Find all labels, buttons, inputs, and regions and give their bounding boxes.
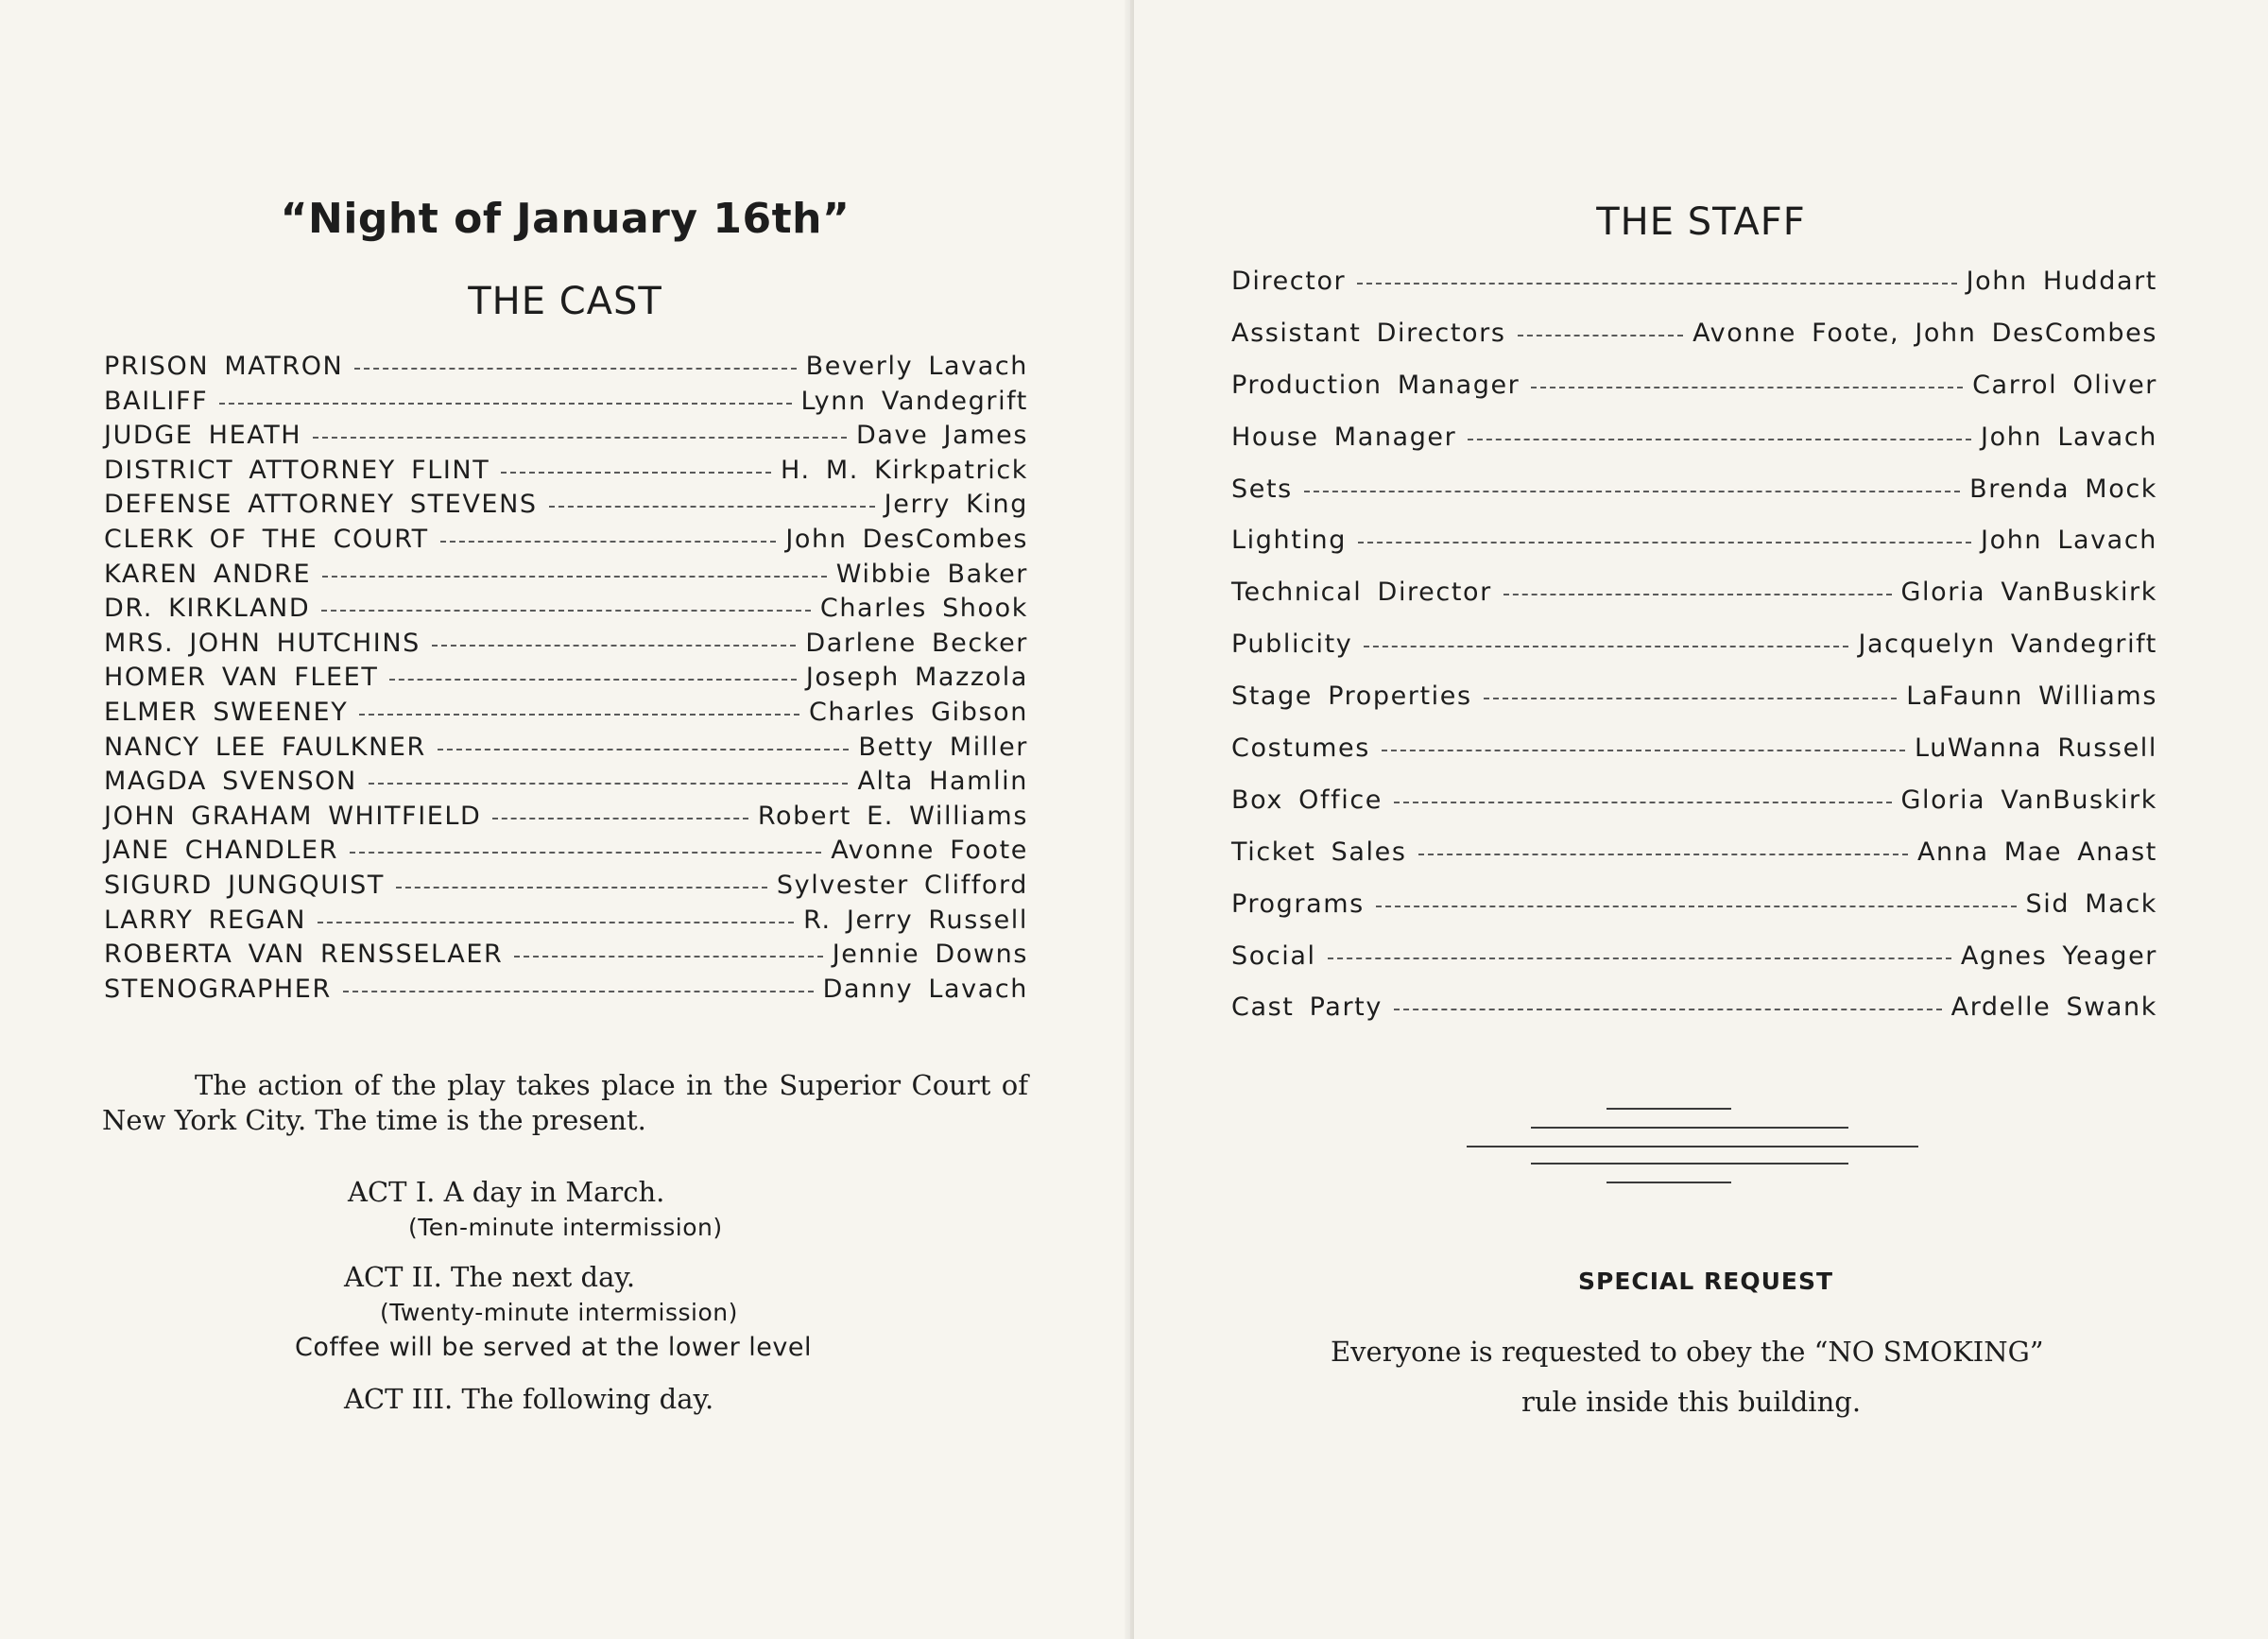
cast-role: ROBERTA VAN RENSSELAER (104, 940, 504, 970)
cast-role: MAGDA SVENSON (104, 767, 357, 797)
special-request-line-2: rule inside this building. (1521, 1386, 1862, 1418)
dotted-leader (1484, 698, 1898, 699)
dotted-leader (1503, 594, 1892, 595)
cast-actor: R. Jerry Russell (803, 905, 1028, 935)
cast-row (104, 352, 1028, 387)
cast-row (104, 387, 1028, 422)
staff-name: Gloria VanBuskirk (1900, 785, 2157, 815)
staff-role: Director (1231, 267, 1347, 296)
cast-actor: Charles Gibson (808, 697, 1028, 727)
cast-role: BAILIFF (104, 386, 209, 416)
dotted-leader (1468, 439, 1971, 440)
dotted-leader (501, 472, 771, 474)
cast-row (104, 940, 1028, 975)
act-3: ACT III. The following day. (344, 1383, 714, 1415)
staff-name: Avonne Foote, John DesCombes (1692, 318, 2157, 348)
dotted-leader (492, 818, 747, 820)
play-title: “Night of January 16th” (280, 195, 850, 243)
cast-row (104, 629, 1028, 664)
cast-row (104, 698, 1028, 733)
cast-row (104, 975, 1028, 1009)
cast-row (104, 456, 1028, 491)
staff-row (1231, 837, 2157, 889)
staff-name: Agnes Yeager (1960, 940, 2157, 971)
staff-row (1231, 578, 2157, 630)
decorative-rule (1606, 1182, 1731, 1183)
cast-role: ELMER SWEENEY (104, 697, 349, 727)
staff-role: Ticket Sales (1231, 837, 1407, 867)
dotted-leader (440, 541, 777, 543)
dotted-leader (321, 610, 811, 612)
staff-name: LuWanna Russell (1915, 733, 2157, 764)
decorative-rule (1467, 1146, 1918, 1147)
staff-row (1231, 319, 2157, 371)
dotted-leader (1518, 335, 1684, 336)
cast-role: NANCY LEE FAULKNER (104, 732, 426, 762)
coffee-note: Coffee will be served at the lower level (295, 1333, 812, 1362)
cast-row (104, 767, 1028, 802)
cast-actor: Wibbie Baker (835, 559, 1028, 589)
staff-name: Ardelle Swank (1950, 992, 2157, 1023)
staff-row (1231, 681, 2157, 733)
cast-role: HOMER VAN FLEET (104, 663, 379, 693)
dotted-leader (1304, 491, 1960, 492)
dotted-leader (343, 991, 814, 992)
setting-description (102, 1068, 1028, 1138)
staff-row (1231, 630, 2157, 681)
staff-role: Social (1231, 940, 1316, 971)
staff-name: LaFaunn Williams (1906, 681, 2157, 712)
staff-row (1231, 889, 2157, 941)
cast-actor: Dave James (856, 421, 1028, 451)
cast-role: SIGURD JUNGQUIST (104, 870, 385, 900)
dotted-leader (350, 852, 821, 854)
staff-name: John Huddart (1966, 267, 2157, 296)
staff-name: Gloria VanBuskirk (1900, 578, 2157, 608)
staff-row (1231, 785, 2157, 837)
dotted-leader (438, 749, 849, 750)
cast-role: DISTRICT ATTORNEY FLINT (104, 455, 490, 485)
act-1: ACT I. A day in March. (348, 1176, 665, 1208)
cast-row (104, 871, 1028, 906)
cast-row (104, 802, 1028, 837)
cast-row (104, 906, 1028, 940)
dotted-leader (514, 956, 822, 958)
dotted-leader (322, 576, 827, 578)
cast-role: DEFENSE ATTORNEY STEVENS (104, 490, 538, 520)
act-2-intermission: (Twenty-minute intermission) (380, 1299, 738, 1326)
dotted-leader (313, 437, 847, 439)
staff-role: Production Manager (1231, 370, 1521, 400)
cast-row (104, 594, 1028, 629)
cast-role: DR. KIRKLAND (104, 594, 311, 624)
cast-actor: Lynn Vandegrift (800, 386, 1028, 416)
dotted-leader (389, 679, 796, 681)
staff-role: Box Office (1231, 785, 1383, 815)
staff-name: John Lavach (1981, 526, 2157, 556)
dotted-leader (354, 368, 796, 370)
cast-actor: H. M. Kirkpatrick (781, 455, 1028, 485)
cast-actor: Beverly Lavach (805, 352, 1028, 381)
staff-role: Technical Director (1231, 578, 1492, 608)
dotted-leader (1358, 542, 1971, 543)
dotted-leader (396, 887, 767, 889)
act-2: ACT II. The next day. (344, 1261, 636, 1293)
dotted-leader (219, 403, 791, 405)
staff-name: Jacquelyn Vandegrift (1858, 630, 2157, 660)
staff-row (1231, 733, 2157, 785)
cast-row (104, 421, 1028, 456)
dotted-leader (432, 645, 796, 647)
cast-actor: John DesCombes (785, 524, 1028, 554)
cast-role: JOHN GRAHAM WHITFIELD (104, 801, 482, 831)
staff-role: Sets (1231, 474, 1293, 504)
decorative-rule (1531, 1127, 1848, 1129)
dotted-leader (1394, 802, 1892, 803)
staff-role: Stage Properties (1231, 681, 1472, 712)
cast-actor: Darlene Becker (805, 628, 1028, 658)
cast-role: KAREN ANDRE (104, 559, 312, 589)
staff-row (1231, 371, 2157, 423)
staff-name: Anna Mae Anast (1916, 837, 2157, 867)
act-1-intermission: (Ten-minute intermission) (408, 1214, 723, 1241)
cast-role: STENOGRAPHER (104, 974, 332, 1004)
cast-role: PRISON MATRON (104, 352, 344, 381)
staff-name: Sid Mack (2025, 889, 2157, 919)
staff-role: House Manager (1231, 422, 1457, 452)
cast-actor: Robert E. Williams (757, 801, 1028, 831)
cast-role: CLERK OF THE COURT (104, 524, 429, 554)
dotted-leader (359, 714, 799, 716)
special-request-title: SPECIAL REQUEST (1578, 1268, 1834, 1295)
staff-list (1231, 267, 2157, 1044)
staff-row (1231, 267, 2157, 319)
special-request-line-1: Everyone is requested to obey the “NO SMOKING” (1331, 1336, 2044, 1368)
cast-row (104, 560, 1028, 595)
cast-actor: Betty Miller (858, 732, 1028, 762)
staff-role: Lighting (1231, 526, 1347, 556)
staff-name: John Lavach (1981, 422, 2157, 452)
dotted-leader (1357, 283, 1956, 285)
staff-role: Publicity (1231, 630, 1353, 660)
cast-role: MRS. JOHN HUTCHINS (104, 628, 421, 658)
staff-role: Assistant Directors (1231, 318, 1506, 348)
staff-heading: THE STAFF (1596, 200, 1806, 244)
staff-row (1231, 992, 2157, 1044)
cast-row (104, 733, 1028, 768)
staff-row (1231, 423, 2157, 474)
staff-row (1231, 941, 2157, 993)
staff-role: Cast Party (1231, 992, 1383, 1023)
cast-actor: Jennie Downs (832, 940, 1028, 970)
dotted-leader (1328, 958, 1951, 959)
cast-role: JUDGE HEATH (104, 421, 302, 451)
dotted-leader (1531, 387, 1963, 388)
setting-text: The action of the play takes place in the Superior Court of New York City. The time is the present. (102, 1069, 1028, 1136)
cast-actor: Jerry King (884, 490, 1028, 520)
dotted-leader (1394, 1009, 1942, 1010)
dotted-leader (1418, 854, 1908, 855)
dotted-leader (1364, 646, 1848, 647)
staff-role: Costumes (1231, 733, 1370, 764)
dotted-leader (369, 783, 849, 785)
left-page (0, 0, 1130, 1639)
staff-name: Carrol Oliver (1972, 370, 2157, 400)
cast-row (104, 663, 1028, 698)
cast-role: JANE CHANDLER (104, 836, 339, 866)
cast-actor: Danny Lavach (822, 974, 1028, 1004)
dotted-leader (549, 506, 875, 508)
cast-actor: Avonne Foote (831, 836, 1028, 866)
staff-row (1231, 526, 2157, 578)
cast-heading: THE CAST (468, 280, 662, 323)
cast-actor: Joseph Mazzola (805, 663, 1028, 693)
staff-role: Programs (1231, 889, 1365, 919)
cast-list (104, 352, 1028, 1009)
cast-row (104, 490, 1028, 525)
dotted-leader (1376, 906, 2017, 907)
dotted-leader (1382, 750, 1905, 751)
cast-actor: Sylvester Clifford (776, 870, 1028, 900)
staff-row (1231, 474, 2157, 526)
decorative-rule (1606, 1108, 1731, 1110)
dotted-leader (318, 922, 794, 923)
staff-name: Brenda Mock (1969, 474, 2157, 504)
cast-row (104, 836, 1028, 871)
decorative-rule (1531, 1163, 1848, 1165)
cast-role: LARRY REGAN (104, 905, 307, 935)
cast-actor: Alta Hamlin (857, 767, 1028, 797)
cast-row (104, 525, 1028, 560)
cast-actor: Charles Shook (819, 594, 1028, 624)
